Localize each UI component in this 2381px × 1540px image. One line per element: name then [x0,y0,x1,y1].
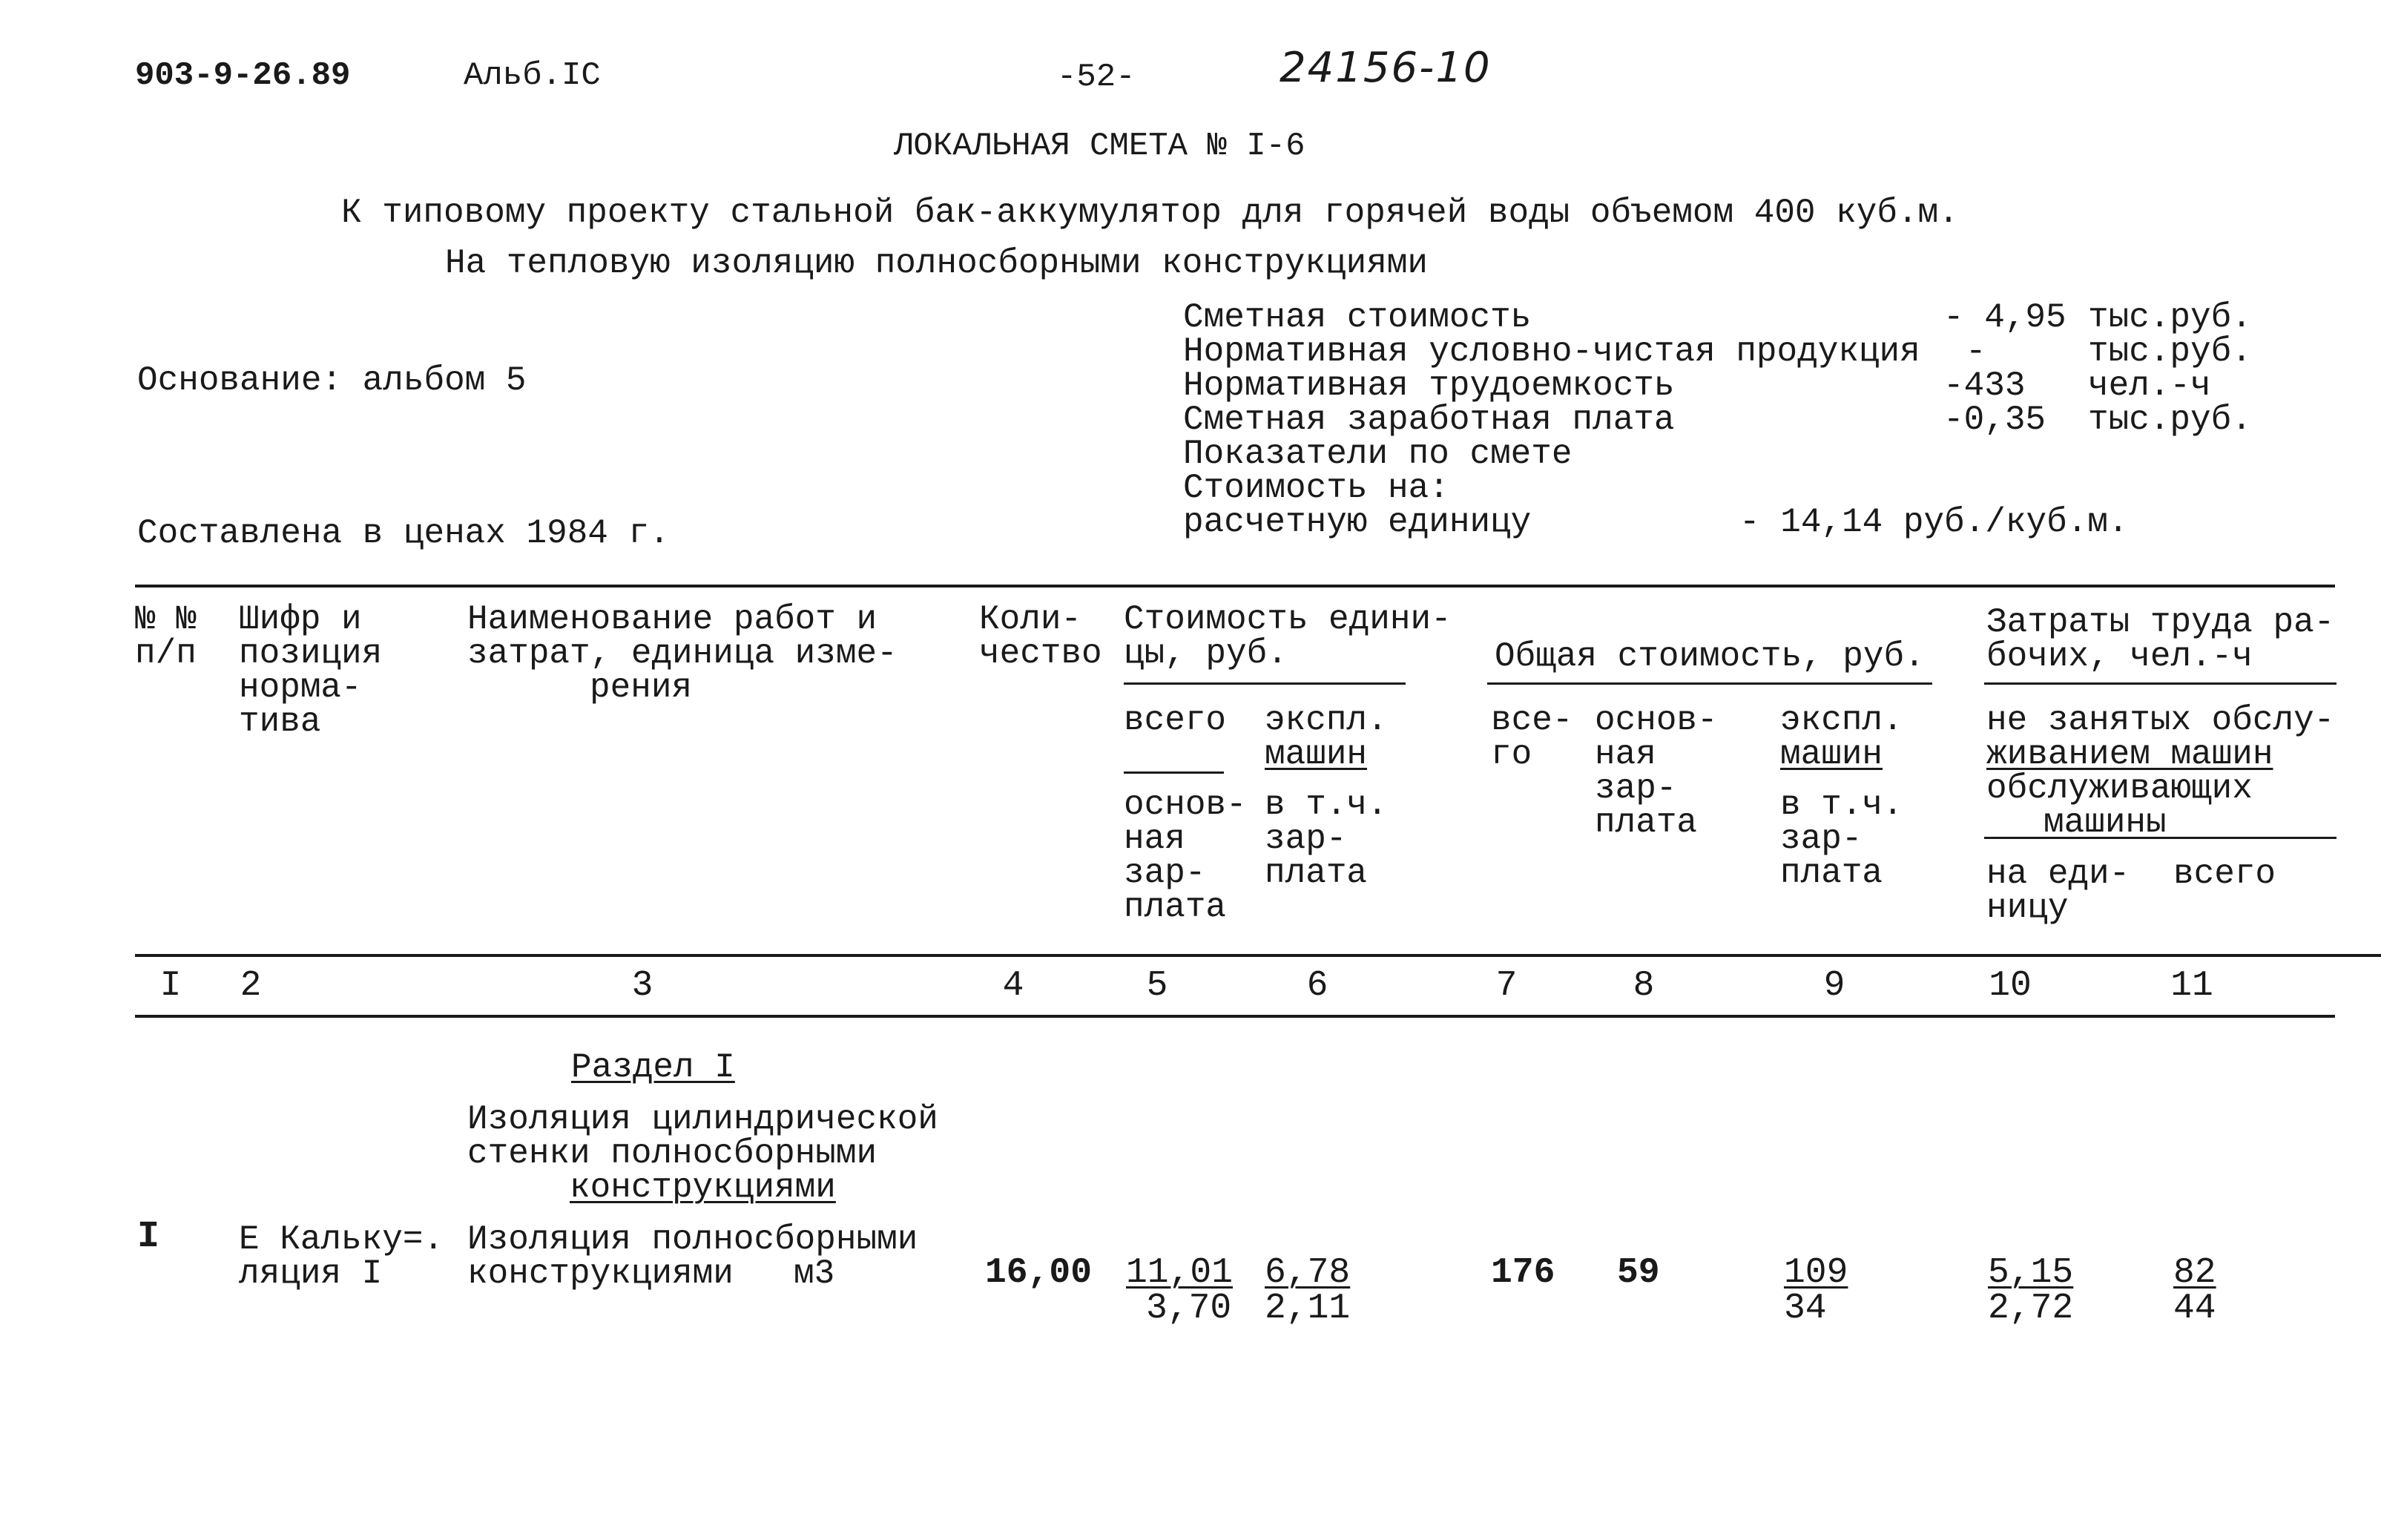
header-labor-unit-b: ницу [1986,889,2069,927]
product-label: Нормативная условно-чистая продукция [1183,332,1920,371]
unit-label: расчетную единицу [1183,503,1532,542]
column-number: 2 [240,966,262,1006]
row-number: I [137,1216,160,1258]
cost-unit: тыс.руб. [2088,298,2252,337]
row-total-base: 59 [1617,1253,1660,1293]
header-unit-incl-c: плата [1265,854,1368,892]
header-unit-incl-b: зар- [1265,820,1347,858]
header-unit-mach-a: экспл. [1265,701,1388,740]
header-labor-unit-a: на еди- [1986,855,2130,893]
album-number: Альб.IC [464,57,601,94]
total-cost-header-rule [1487,682,1932,685]
header-num-a: № № [135,600,197,639]
header-code-d: тива [239,702,321,741]
header-code-a: Шифр и [239,600,362,639]
column-number: I [159,966,182,1006]
unit-cost-value: - 14,14 руб./куб.м. [1739,503,2129,542]
header-total-base-b: ная [1595,735,1656,774]
header-qty-a: Коли- [979,600,1082,639]
header-labor-a: Затраты труда ра- [1986,603,2335,642]
column-number: 9 [1823,966,1845,1006]
header-total-b: го [1491,735,1532,774]
header-labor-total: всего [2173,855,2276,893]
inventory-number: 24156-10 [1280,44,1492,92]
column-number: 10 [1989,966,2032,1006]
row-labor-unit-serv: 2,72 [1988,1289,2074,1329]
header-total-mach-b: машин [1780,735,1883,774]
row-unit-mach: 6,78 [1265,1253,1351,1293]
header-unit-base-d: плата [1124,888,1227,927]
page-number: -52- [1057,59,1136,96]
project-subtitle: К типовому проекту стальной бак-аккумулятор для горячей воды объемом 400 куб.м. [341,194,1959,232]
labor-unit: чел.-ч [2088,366,2211,405]
product-unit: тыс.руб. [2088,332,2252,371]
header-labor-not-b: живанием машин [1986,735,2273,774]
row-quantity: 16,00 [985,1253,1093,1293]
column-number: 11 [2170,966,2213,1006]
document-code: 903-9-26.89 [135,57,351,94]
header-labor-not-a: не занятых обслу- [1986,701,2335,740]
row-name-b: конструкциями [467,1254,734,1293]
header-name-b: затрат, единица изме- [467,634,898,673]
labor-header-rule [1984,682,2336,685]
header-total-incl-c: плата [1780,854,1883,892]
section-name-b: стенки полносборными [467,1134,877,1173]
section-title: Раздел I [571,1048,735,1087]
header-unit-cost-b: цы, руб. [1124,634,1288,673]
header-unit-base-a: основ- [1124,786,1247,824]
wage-value: -0,35 [1943,401,2046,439]
column-numbers-top-rule [135,954,2381,957]
product-value: - [1966,332,1986,371]
header-labor-serv-b: машины [2044,803,2167,842]
unit-cost-header-rule [1124,682,1406,685]
column-number: 4 [1002,966,1024,1006]
header-unit-total: всего [1124,701,1227,740]
cost-value: - 4,95 [1943,298,2067,337]
table-top-rule [135,585,2335,588]
header-total-base-a: основ- [1595,701,1718,740]
row-labor-total-serv: 44 [2173,1289,2216,1329]
row-code-a: Е Кальку=. [239,1220,444,1259]
header-name-c: рения [590,668,693,707]
cost-label: Сметная стоимость [1183,298,1532,337]
row-labor-unit-not: 5,15 [1988,1253,2074,1293]
header-total-incl-a: в т.ч. [1780,786,1903,824]
header-total-cost: Общая стоимость, руб. [1495,637,1925,676]
labor-label: Нормативная трудоемкость [1183,366,1675,405]
header-total-base-c: зар- [1595,769,1677,808]
header-qty-b: чество [979,634,1102,673]
header-code-b: позиция [239,634,383,673]
row-unit-base: 3,70 [1146,1289,1232,1329]
header-num-b: п/п [135,634,197,673]
column-number: 3 [631,966,653,1006]
header-unit-incl-a: в т.ч. [1265,786,1388,824]
price-year-text: Составлена в ценах 1984 г. [137,514,670,553]
header-name-a: Наименование работ и [467,600,877,639]
row-labor-total-not: 82 [2173,1253,2216,1293]
header-code-c: норма- [239,668,362,707]
indicators-label: Показатели по смете [1183,435,1572,473]
wage-unit: тыс.руб. [2088,401,2252,439]
section-name-a: Изоляция цилиндрической [467,1100,938,1139]
unit-total-divider [1124,771,1224,774]
header-labor-serv-a: обслуживающих [1986,769,2253,808]
header-total-mach-a: экспл. [1780,701,1903,740]
row-total-mach: 109 [1784,1253,1848,1293]
row-unit: м3 [794,1254,835,1293]
estimate-title: ЛОКАЛЬНАЯ СМЕТА № I-6 [894,128,1305,165]
labor-value: -433 [1943,366,2026,405]
column-numbers-bottom-rule [135,1015,2335,1018]
column-number: 5 [1146,966,1168,1006]
insulation-subtitle: На тепловую изоляцию полносборными конструкциями [445,244,1429,283]
row-unit-total: 11,01 [1126,1253,1234,1293]
header-labor-b: бочих, чел.-ч [1986,637,2253,676]
row-name-a: Изоляция полносборными [467,1220,918,1259]
row-code-b: ляция I [239,1254,383,1293]
header-total-a: все- [1491,701,1573,740]
header-unit-base-c: зар- [1124,854,1206,892]
row-total: 176 [1491,1253,1555,1293]
section-name-c: конструкциями [570,1168,836,1207]
basis-text: Основание: альбом 5 [137,361,527,400]
header-total-base-d: плата [1595,803,1698,842]
column-number: 7 [1495,966,1518,1006]
row-unit-mach-wage: 2,11 [1265,1289,1351,1329]
header-unit-base-b: ная [1124,820,1185,858]
header-total-incl-b: зар- [1780,820,1863,858]
header-unit-cost-a: Стоимость едини- [1124,600,1452,639]
row-total-mach-wage: 34 [1784,1289,1827,1329]
header-unit-mach-b: машин [1265,735,1368,774]
column-number: 6 [1306,966,1328,1006]
wage-label: Сметная заработная плата [1183,401,1675,439]
column-number: 8 [1633,966,1655,1006]
cost-on-label: Стоимость на: [1183,469,1449,507]
